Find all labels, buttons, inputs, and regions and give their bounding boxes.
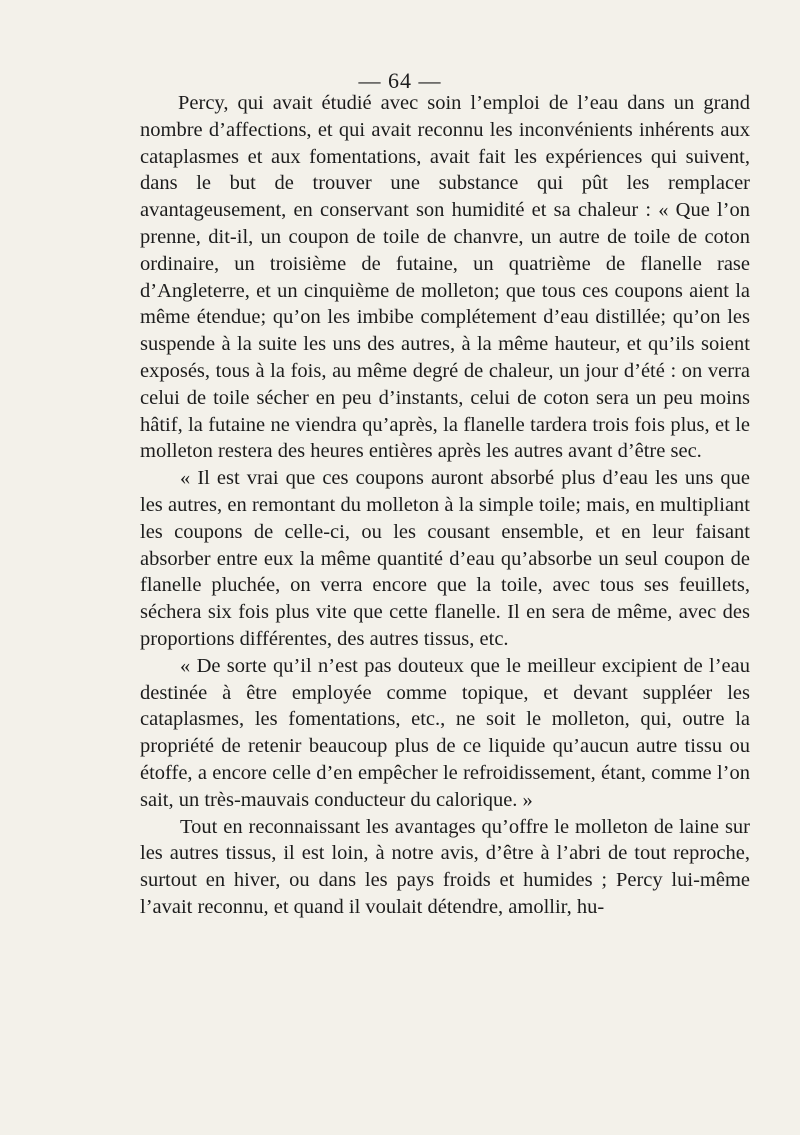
paragraph-3: « De sorte qu’il n’est pas douteux que le meilleur excipient de l’eau destinée à être employée comme topique, et devant suppléer les cataplasmes, les fomentations, etc., ne soit le molleton, qui, outre la propriété de retenir beaucoup plus de ce liquide qu’aucun autre tissu ou étoffe, a encore celle d’en empêcher le refroidissement, étant, comme l’on sait, un très-mauvais conducteur du calorique. »: [140, 654, 750, 811]
paragraph-2: « Il est vrai que ces coupons auront absorbé plus d’eau les uns que les autres, en remontant du molleton à la simple toile; mais, en multipliant les coupons de celle-ci, ou les cousant ensemble, et en leur faisant absorber entre eux la même quantité d’eau qu’absorbe un seul coupon de flanelle pluchée, on verra encore que la toile, avec tous ses feuillets, séchera six fois plus vite que cette flanelle. Il en sera de même, avec des proportions différentes, des autres tissus, etc.: [140, 467, 750, 650]
page-text-body: [140, 90, 750, 921]
paragraph-4: Tout en reconnaissant les avantages qu’offre le molleton de laine sur les autres tissus, il est loin, à notre avis, d’être à l’abri de tout reproche, surtout en hiver, ou dans les pays froids et humides ; Percy lui-même l’avait reconnu, et quand il voulait détendre, amollir, hu-: [140, 815, 750, 918]
page-number: — 64 —: [358, 68, 442, 93]
paragraph-1: Percy, qui avait étudié avec soin l’emploi de l’eau dans un grand nombre d’affections, et qui avait reconnu les inconvénients inhérents aux cataplasmes et aux fomentations, avait fait les expériences qui suivent, dans le but de trouver une substance qui pût les remplacer avantageusement, en conservant son humidité et sa chaleur : « Que l’on prenne, dit-il, un coupon de toile de chanvre, un autre de toile de coton ordinaire, un troisième de futaine, un quatrième de flanelle rase d’Angleterre, et un cinquième de molleton; que tous ces coupons aient la même étendue; qu’on les imbibe complétement d’eau distillée; qu’on les suspende à la suite les uns des autres, à la même hauteur, et qu’ils soient exposés, tous à la fois, au même degré de chaleur, un jour d’été : on verra celui de toile sécher en peu d’instants, celui de coton sera un peu moins hâtif, la futaine ne viendra qu’après, la flanelle tardera trois fois plus, et le molleton restera des heures entières après les autres avant d’être sec.: [140, 92, 750, 463]
